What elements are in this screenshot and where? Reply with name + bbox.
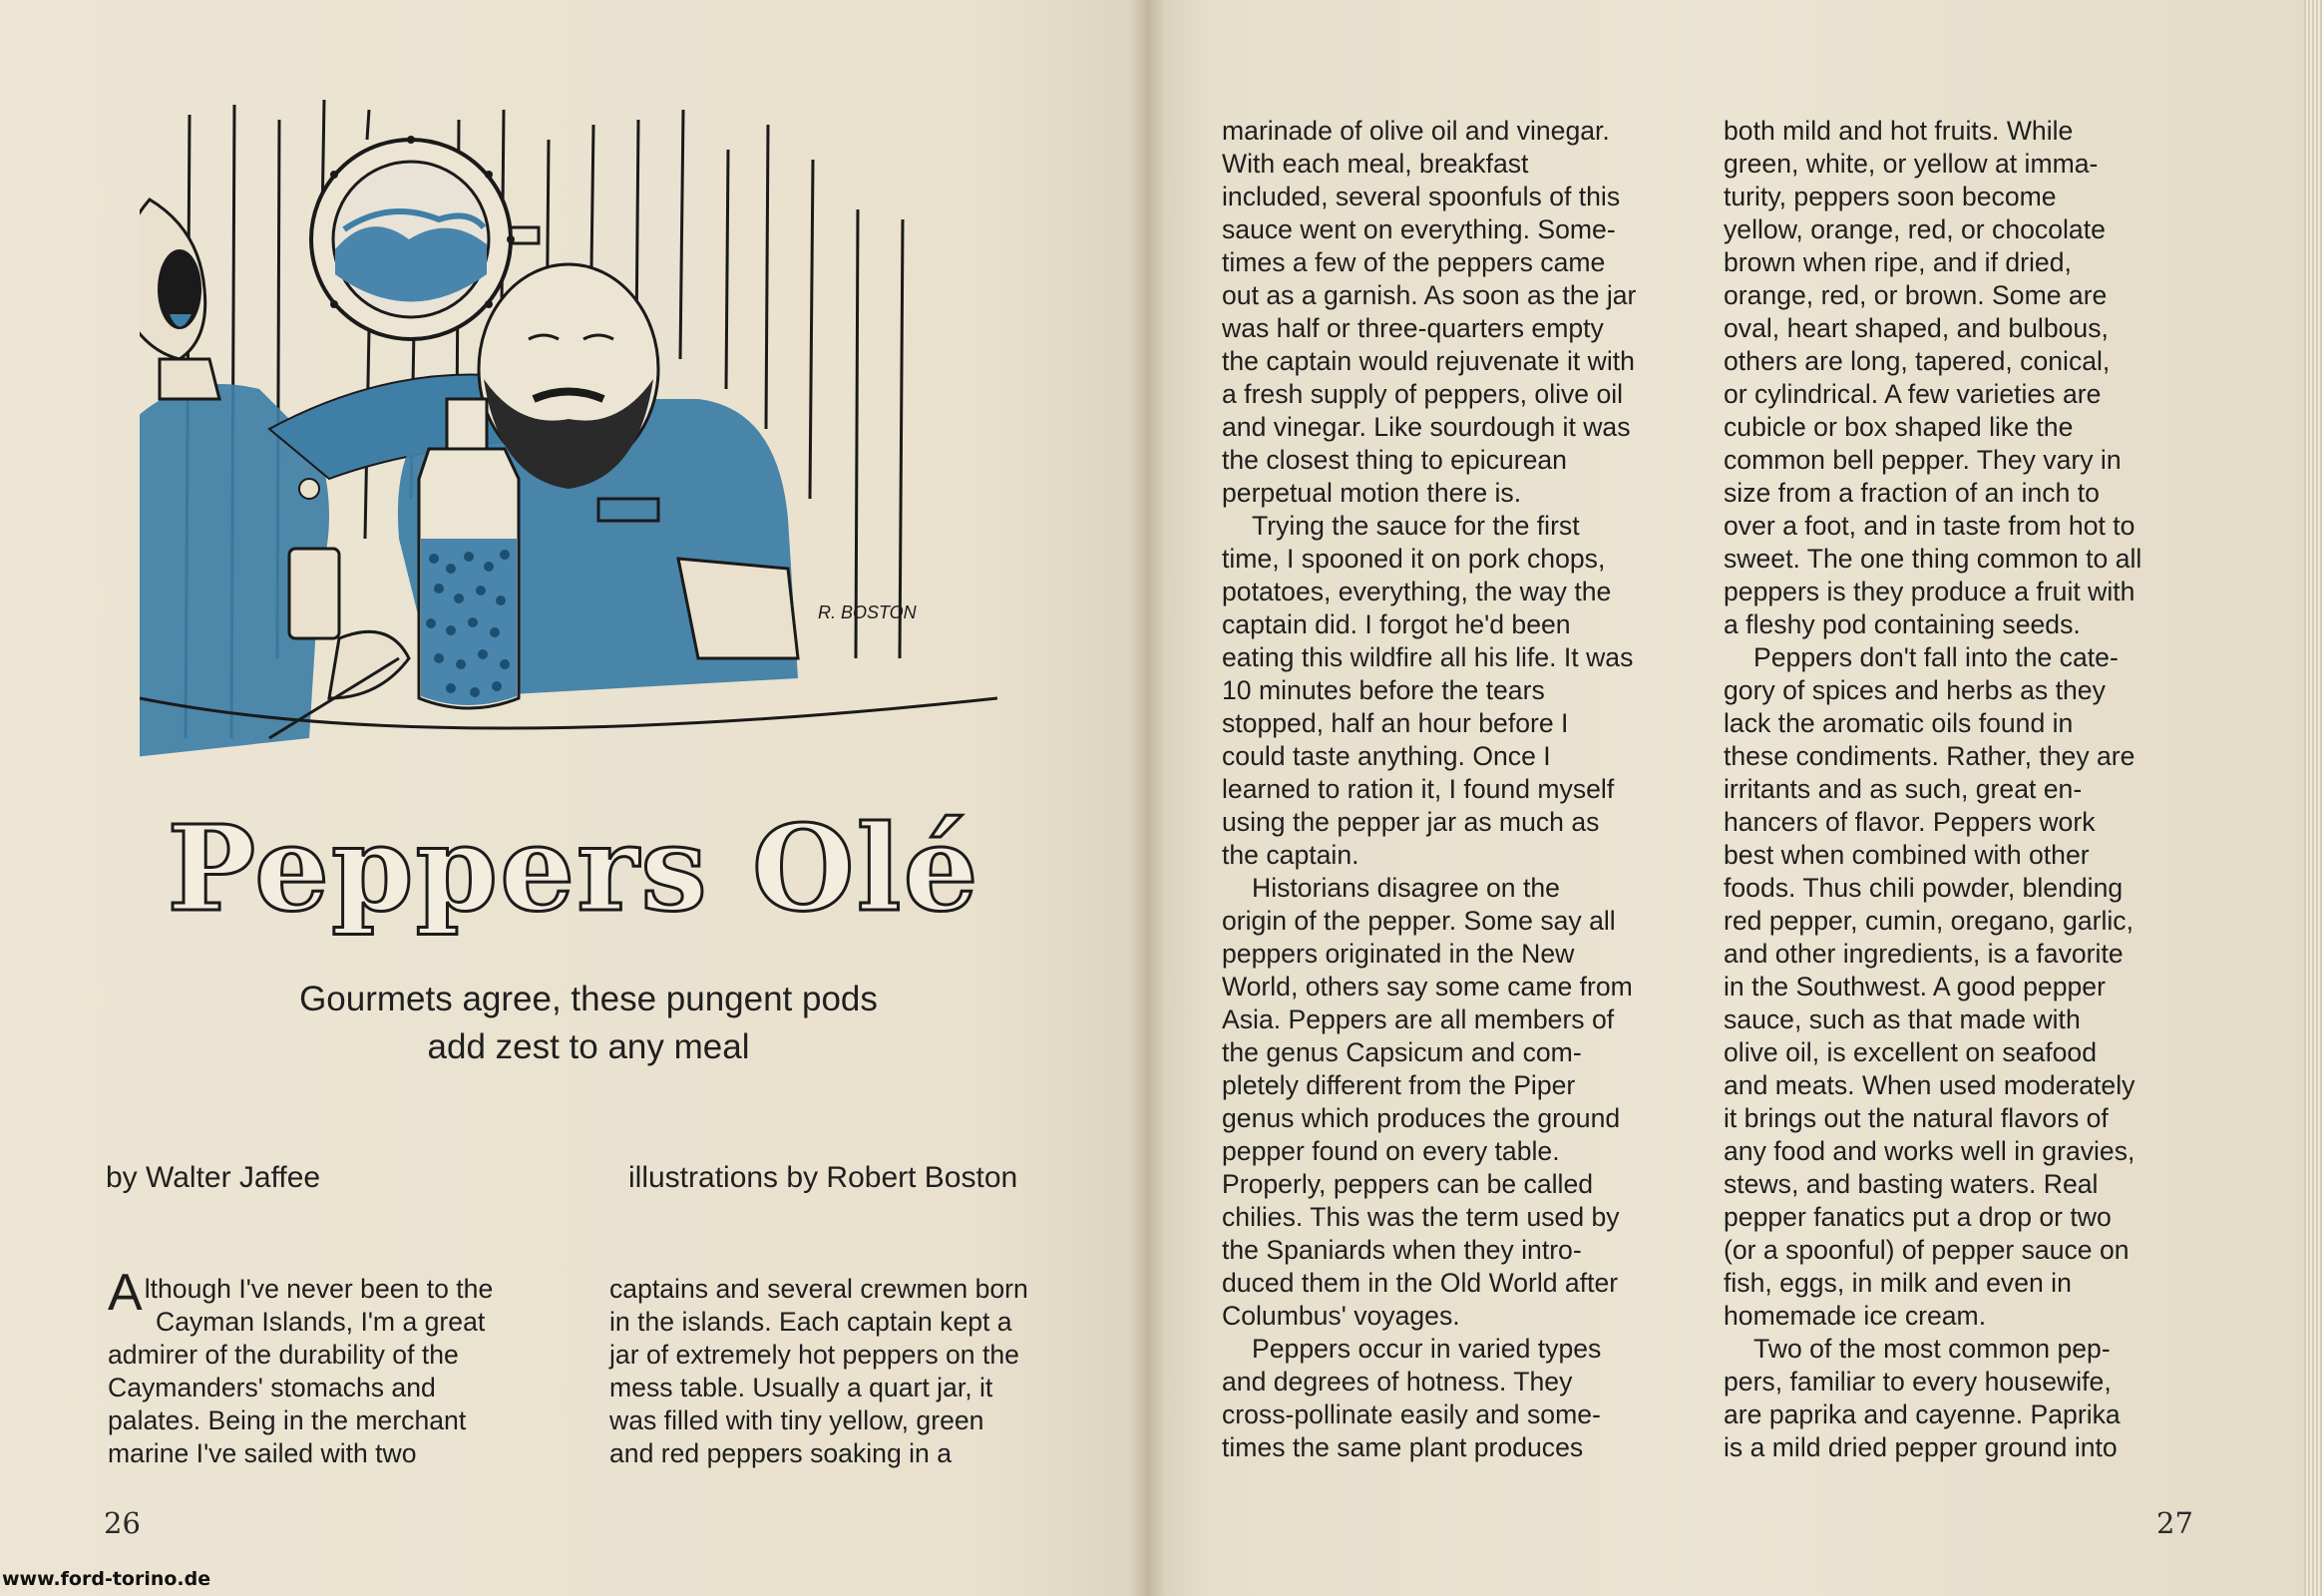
body-line: cubicle or box shaped like the [1724,412,2074,442]
body-line: are paprika and cayenne. Paprika [1724,1399,2121,1429]
body-line: size from a fraction of an inch to [1724,478,2100,508]
author-byline: by Walter Jaffee [106,1161,321,1194]
body-line: pepper fanatics put a drop or two [1724,1202,2112,1232]
body-line: and vinegar. Like sourdough it was [1222,412,1631,442]
deck [0,976,1177,1071]
watermark: www.ford-torino.de [2,1568,211,1590]
body-line: fish, eggs, in milk and even in [1724,1268,2072,1298]
body-line: Properly, peppers can be called [1222,1169,1594,1199]
body-line: others are long, tapered, conical, [1724,346,2111,376]
body-line: these condiments. Rather, they are [1724,741,2135,771]
body-line: red pepper, cumin, oregano, garlic, [1724,906,2133,936]
page-edge [2304,0,2322,1596]
body-line: origin of the pepper. Some say all [1222,906,1616,936]
body-line: out as a garnish. As soon as the jar [1222,280,1637,310]
body-line: was half or three-quarters empty [1222,313,1604,343]
body-line: World, others say some came from [1222,972,1633,1001]
body-line: (or a spoonful) of pepper sauce on [1724,1235,2129,1265]
body-line: using the pepper jar as much as [1222,807,1600,837]
body-line: turity, peppers soon become [1724,182,2057,211]
body-line: oval, heart shaped, and bulbous, [1724,313,2109,343]
body-line: both mild and hot fruits. While [1724,116,2074,146]
body-line: potatoes, everything, the way the [1222,577,1612,606]
body-line: admirer of the durability of the [108,1340,459,1370]
body-line: could taste anything. Once I [1222,741,1551,771]
body-line: pepper found on every table. [1222,1136,1560,1166]
body-column-3 [1222,115,1691,1464]
body-line: With each meal, breakfast [1222,149,1529,179]
body-line: in the Southwest. A good pepper [1724,972,2106,1001]
body-line: Peppers occur in varied types [1252,1334,1602,1364]
body-line: Trying the sauce for the first [1252,511,1580,541]
illustrator-byline: illustrations by Robert Boston [628,1161,1018,1194]
body-line: in the islands. Each captain kept a [609,1307,1012,1337]
body-line: peppers is they produce a fruit with [1724,577,2135,606]
body-line: times the same plant produces [1222,1432,1584,1462]
body-line: eating this wildfire all his life. It was [1222,642,1634,672]
body-line: Historians disagree on the [1252,873,1560,903]
illustration-signature: R. BOSTON [818,602,917,622]
body-line: gory of spices and herbs as they [1724,675,2106,705]
body-line: jar of extremely hot peppers on the [609,1340,1019,1370]
body-line: marinade of olive oil and vinegar. [1222,116,1610,146]
body-line: stews, and basting waters. Real [1724,1169,2099,1199]
body-line: learned to ration it, I found myself [1222,774,1615,804]
body-line: time, I spooned it on pork chops, [1222,544,1606,574]
body-line: duced them in the Old World after [1222,1268,1619,1298]
body-line: and meats. When used moderately [1724,1070,2135,1100]
page-number-right: 27 [2156,1506,2193,1540]
body-line: cross-pollinate easily and some- [1222,1399,1601,1429]
body-line: the captain. [1222,840,1359,870]
body-line: common bell pepper. They vary in [1724,445,2122,475]
body-line: homemade ice cream. [1724,1301,1987,1331]
body-line: the genus Capsicum and com- [1222,1037,1582,1067]
body-line: captain did. I forgot he'd been [1222,609,1571,639]
body-line: captains and several crewmen born [609,1274,1028,1304]
body-line: Caymanders' stomachs and [108,1373,436,1402]
body-line: pletely different from the Piper [1222,1070,1576,1100]
body-line: green, white, or yellow at imma- [1724,149,2099,179]
body-line: sauce, such as that made with [1724,1004,2081,1034]
page-number-left: 26 [104,1506,141,1540]
body-line: the Spaniards when they intro- [1222,1235,1582,1265]
body-line: Columbus' voyages. [1222,1301,1460,1331]
body-line: and degrees of hotness. They [1222,1367,1573,1396]
body-line: hancers of flavor. Peppers work [1724,807,2096,837]
body-line: Two of the most common pep- [1753,1334,2111,1364]
body-line: lack the aromatic oils found in [1724,708,2074,738]
body-line: Although I've never been to the [108,1264,494,1322]
body-line: the captain would rejuvenate it with [1222,346,1635,376]
body-line: perpetual motion there is. [1222,478,1522,508]
body-line: is a mild dried pepper ground into [1724,1432,2118,1462]
body-line: brown when ripe, and if dried, [1724,247,2072,277]
body-line: Asia. Peppers are all members of [1222,1004,1615,1034]
drop-cap: A [108,1264,143,1322]
body-line: genus which produces the ground [1222,1103,1621,1133]
book-gutter [1129,0,1165,1596]
body-line: a fresh supply of peppers, olive oil [1222,379,1624,409]
body-column-1 [108,1264,547,1470]
body-line: 10 minutes before the tears [1222,675,1545,705]
body-line: sweet. The one thing common to all [1724,544,2142,574]
deck-line: Gourmets agree, these pungent pods [299,980,878,1018]
body-line: the closest thing to epicurean [1222,445,1567,475]
body-line: any food and works well in gravies, [1724,1136,2135,1166]
body-line: olive oil, is excellent on seafood [1724,1037,2098,1067]
body-line: orange, red, or brown. Some are [1724,280,2108,310]
body-line: stopped, half an hour before I [1222,708,1569,738]
body-line: Peppers don't fall into the cate- [1753,642,2119,672]
body-line: it brings out the natural flavors of [1724,1103,2109,1133]
illustration-captains-at-table [140,100,997,818]
body-line: palates. Being in the merchant [108,1405,467,1435]
body-line: chilies. This was the term used by [1222,1202,1620,1232]
body-line: irritants and as such, great en- [1724,774,2083,804]
body-line: yellow, orange, red, or chocolate [1724,214,2106,244]
body-line: and other ingredients, is a favorite [1724,939,2124,969]
body-line: over a foot, and in taste from hot to [1724,511,2135,541]
body-line: a fleshy pod containing seeds. [1724,609,2081,639]
body-line: Cayman Islands, I'm a great [156,1307,486,1337]
body-line: and red peppers soaking in a [609,1438,953,1468]
body-column-4 [1724,115,2192,1464]
body-line: foods. Thus chili powder, blending [1724,873,2124,903]
body-line: pers, familiar to every housewife, [1724,1367,2112,1396]
body-line: marine I've sailed with two [108,1438,417,1468]
body-line: included, several spoonfuls of this [1222,182,1621,211]
body-line: peppers originated in the New [1222,939,1575,969]
body-line: best when combined with other [1724,840,2090,870]
body-line: was filled with tiny yellow, green [609,1405,984,1435]
body-line: times a few of the peppers came [1222,247,1606,277]
body-line: or cylindrical. A few varieties are [1724,379,2102,409]
body-column-2 [609,1273,1078,1470]
body-line: mess table. Usually a quart jar, it [609,1373,993,1402]
deck-line: add zest to any meal [427,1027,750,1066]
headline: Peppers Olé [167,799,980,938]
body-line: sauce went on everything. Some- [1222,214,1616,244]
